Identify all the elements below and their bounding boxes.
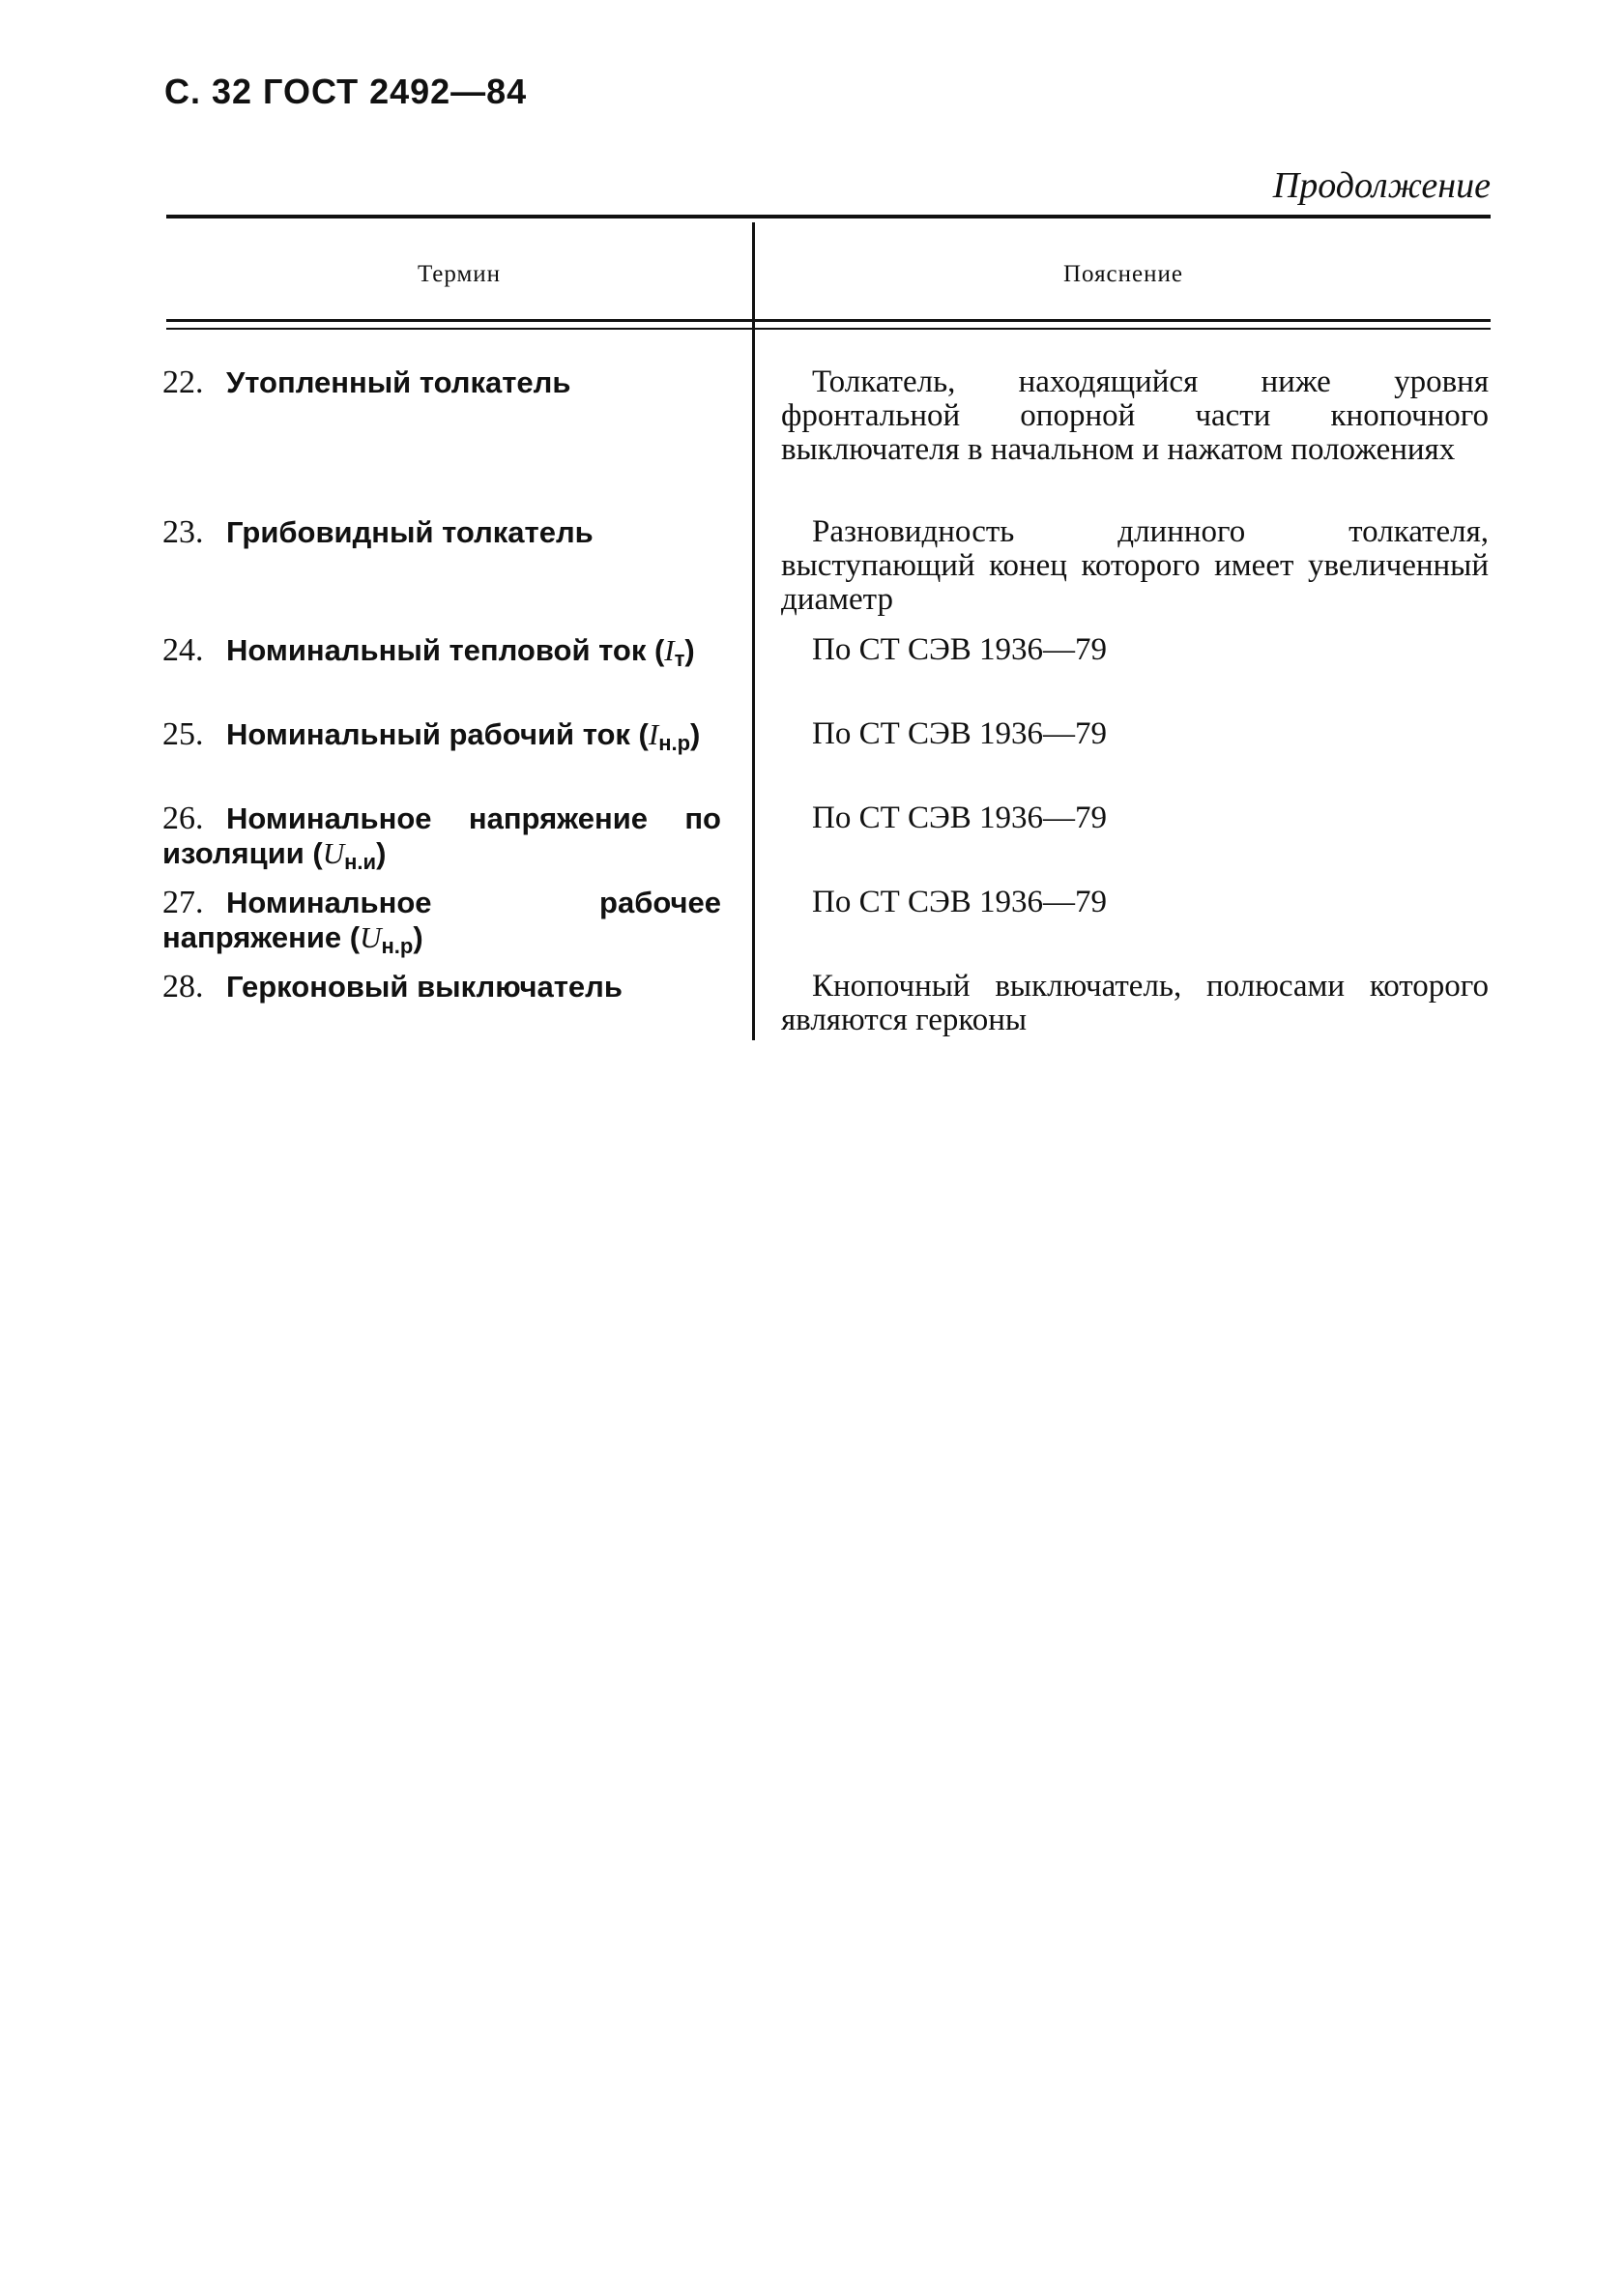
term-symbol-subscript: н.р xyxy=(381,934,414,958)
term-number: 25. xyxy=(162,716,204,752)
explanation-cell: По СТ СЭВ 1936—79 xyxy=(812,801,1108,835)
term-number: 22. xyxy=(162,364,204,400)
term-cell: 27. Номинальное рабочее напряжение $(U_{н.р})$ xyxy=(162,885,721,958)
term-cell: 25. Номинальный рабочий ток $(I_{н.р})$ xyxy=(162,716,701,755)
term-number: 27. xyxy=(162,885,204,920)
term-cell xyxy=(162,515,721,550)
column-header-explanation: Пояснение xyxy=(1062,261,1183,287)
term-cell: 24. Номинальный тепловой ток $(I_т)$ xyxy=(162,632,695,671)
term-symbol-subscript: т xyxy=(674,647,685,671)
column-divider xyxy=(752,222,755,1040)
term-name: Грибовидный толкатель xyxy=(226,515,594,549)
continuation-label: Продолжение xyxy=(1272,165,1491,206)
explanation-cell: Толкатель, находящийся ниже уровня фронтальной опорной части кнопочного выключателя в начальном и нажатом положениях xyxy=(781,364,1489,467)
term-number: 24. xyxy=(162,632,204,668)
explanation-cell: По СТ СЭВ 1936—79 xyxy=(812,716,1108,751)
term-name: Герконовый выключатель xyxy=(226,970,623,1004)
header-bottom-rule xyxy=(166,319,1491,322)
term-symbol-subscript: н.и xyxy=(344,850,377,874)
explanation-cell: Кнопочный выключатель, полюсами которого являются герконы xyxy=(781,969,1489,1037)
explanation-cell: Разновидность длинного толкателя, выступающий конец которого имеет увеличенный диаметр xyxy=(781,514,1489,617)
term-name: Номинальное рабочее напряжение xyxy=(162,886,721,954)
term-number: 26. xyxy=(162,801,204,836)
term-symbol: I xyxy=(664,633,675,667)
term-symbol-subscript: н.р xyxy=(658,731,691,755)
explanation-cell: По СТ СЭВ 1936—79 xyxy=(812,632,1108,667)
header-bottom-rule-double xyxy=(166,328,1491,330)
term-number: 23. xyxy=(162,514,204,550)
term-symbol: U xyxy=(322,836,345,870)
column-header-term: Термин xyxy=(417,261,502,287)
term-symbol: I xyxy=(648,717,659,751)
term-cell xyxy=(162,365,721,400)
term-name: Номинальное напряжение по изоляции xyxy=(162,801,721,870)
term-name: Номинальный тепловой ток xyxy=(226,633,647,667)
term-symbol: U xyxy=(360,920,382,954)
term-cell: 26. Номинальное напряжение по изоляции $(U_{н.и})$ xyxy=(162,801,721,874)
page-header: С. 32 ГОСТ 2492—84 xyxy=(164,72,528,111)
explanation-cell: По СТ СЭВ 1936—79 xyxy=(812,885,1108,919)
term-number: 28. xyxy=(162,969,204,1004)
term-name: Номинальный рабочий ток xyxy=(226,717,630,751)
term-name: Утопленный толкатель xyxy=(226,365,571,399)
term-cell xyxy=(162,970,721,1004)
table-top-rule xyxy=(166,215,1491,218)
